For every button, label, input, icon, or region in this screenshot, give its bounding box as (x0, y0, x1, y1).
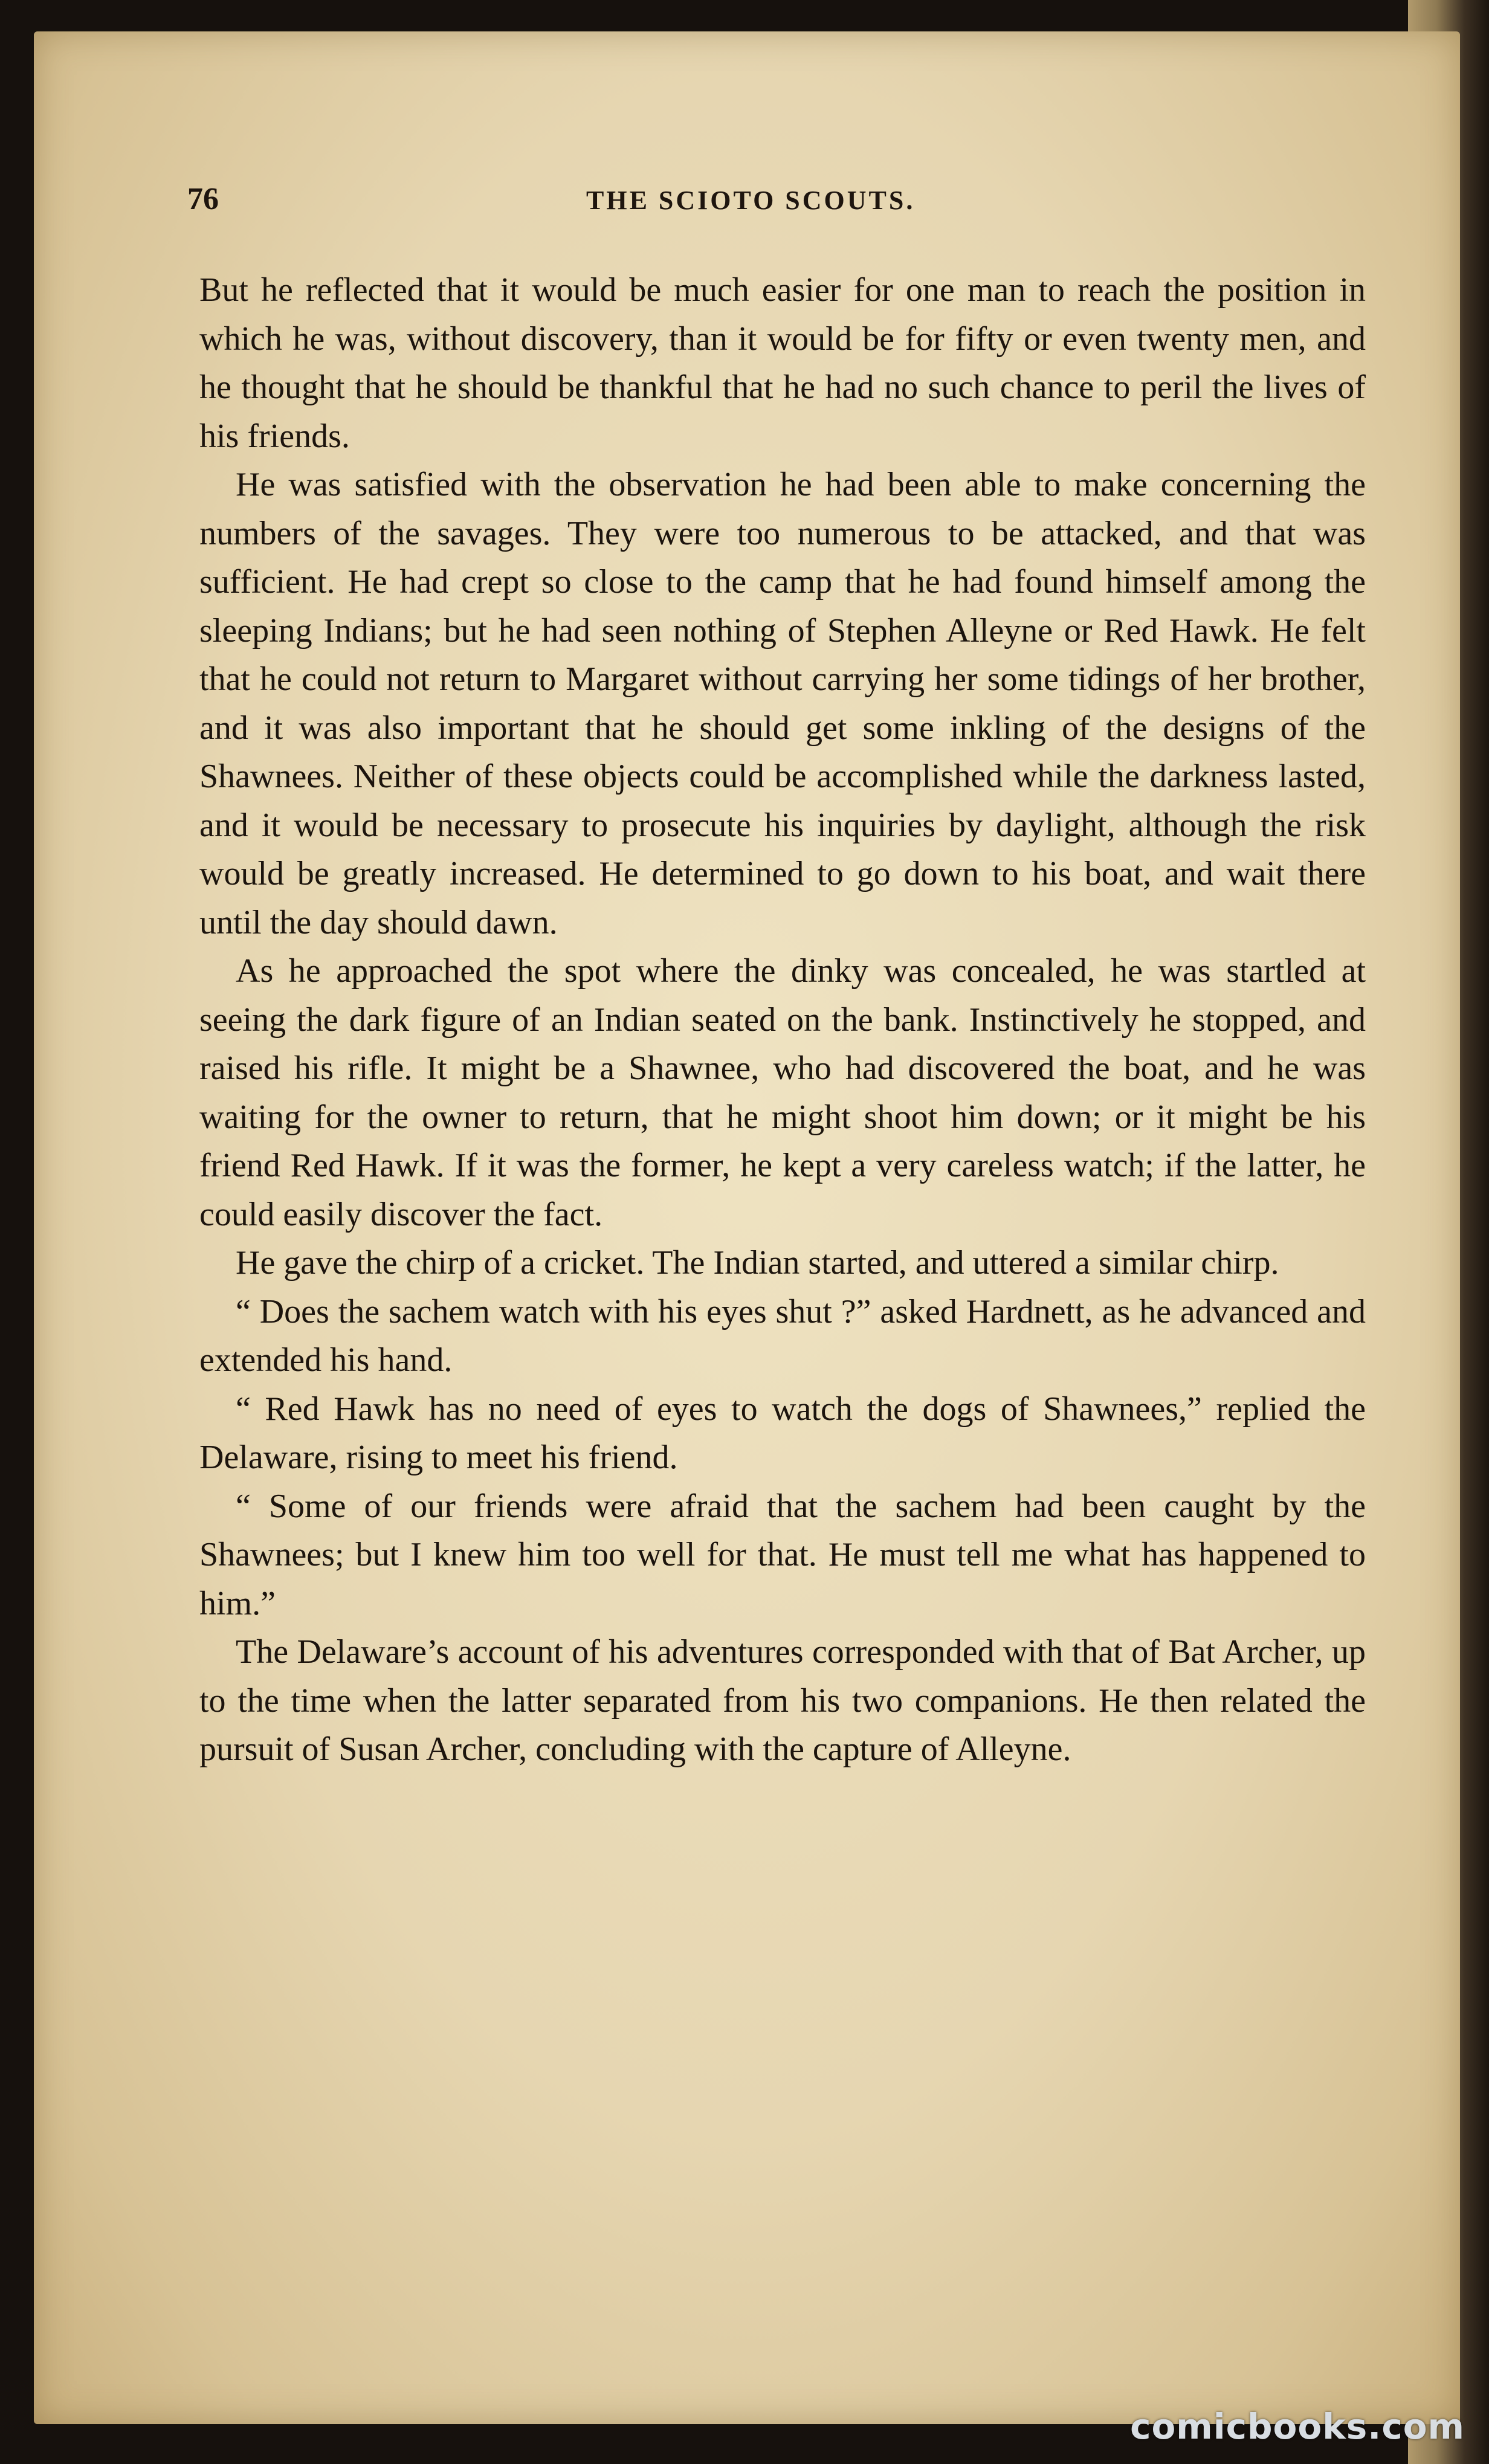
running-head: THE SCIOTO SCOUTS. (586, 185, 916, 215)
body-text (199, 266, 1366, 1774)
page-header (187, 181, 1372, 230)
paragraph-1: But he reflected that it would be much easier for one man to reach the position in which he was, without discovery, than it would be for fifty or even twenty men, and he thought that he should be thankful that he had no such chance to peril the lives of his friends. (199, 271, 1366, 455)
page-number: 76 (187, 182, 219, 216)
paragraph-4: He gave the chirp of a cricket. The Indian started, and uttered a similar chirp. (236, 1244, 1279, 1282)
paragraph-3: As he approached the spot where the dinky was concealed, he was startled at seeing the dark figure of an Indian seated on the bank. Instinctively he stopped, and raised his rifle. It might be a Shawnee, who had discovered the boat, and he was waiting for the owner to return, that he might shoot him down; or it might be his friend Red Hawk. If it was the former, he kept a very careless watch; if the latter, he could easily discover the fact. (199, 952, 1366, 1233)
paragraph-8: The Delaware’s account of his adventures corresponded with that of Bat Archer, up to the time when the latter separated from his two companions. He then related the pursuit of Susan Archer, concluding with the capture of Alleyne. (199, 1633, 1366, 1768)
paragraph-7: “ Some of our friends were afraid that the sachem had been caught by the Shawnees; but I knew him too well for that. He must tell me what has happened to him.” (199, 1487, 1366, 1622)
paragraph-6: “ Red Hawk has no need of eyes to watch the dogs of Shawnees,” replied the Delaware, rising to meet his friend. (199, 1390, 1366, 1476)
paragraph-5: “ Does the sachem watch with his eyes shut ?” asked Hardnett, as he advanced and extended his hand. (199, 1292, 1366, 1379)
paragraph-2: He was satisfied with the observation he had been able to make concerning the numbers of the savages. They were too numerous to be attacked, and that was sufficient. He had crept so close to the camp that he had found himself among the sleeping Indians; but he had seen nothing of Stephen Alleyne or Red Hawk. He felt that he could not return to Margaret without carrying her some tidings of her brother, and it was also important that he should get some inkling of the designs of the Shawnees. Neither of these objects could be accomplished while the darkness lasted, and it would be necessary to prosecute his inquiries by daylight, although the risk would be greatly increased. He determined to go down to his boat, and wait there until the day should dawn. (199, 466, 1366, 941)
watermark: comicbooks.com (1130, 2406, 1465, 2447)
